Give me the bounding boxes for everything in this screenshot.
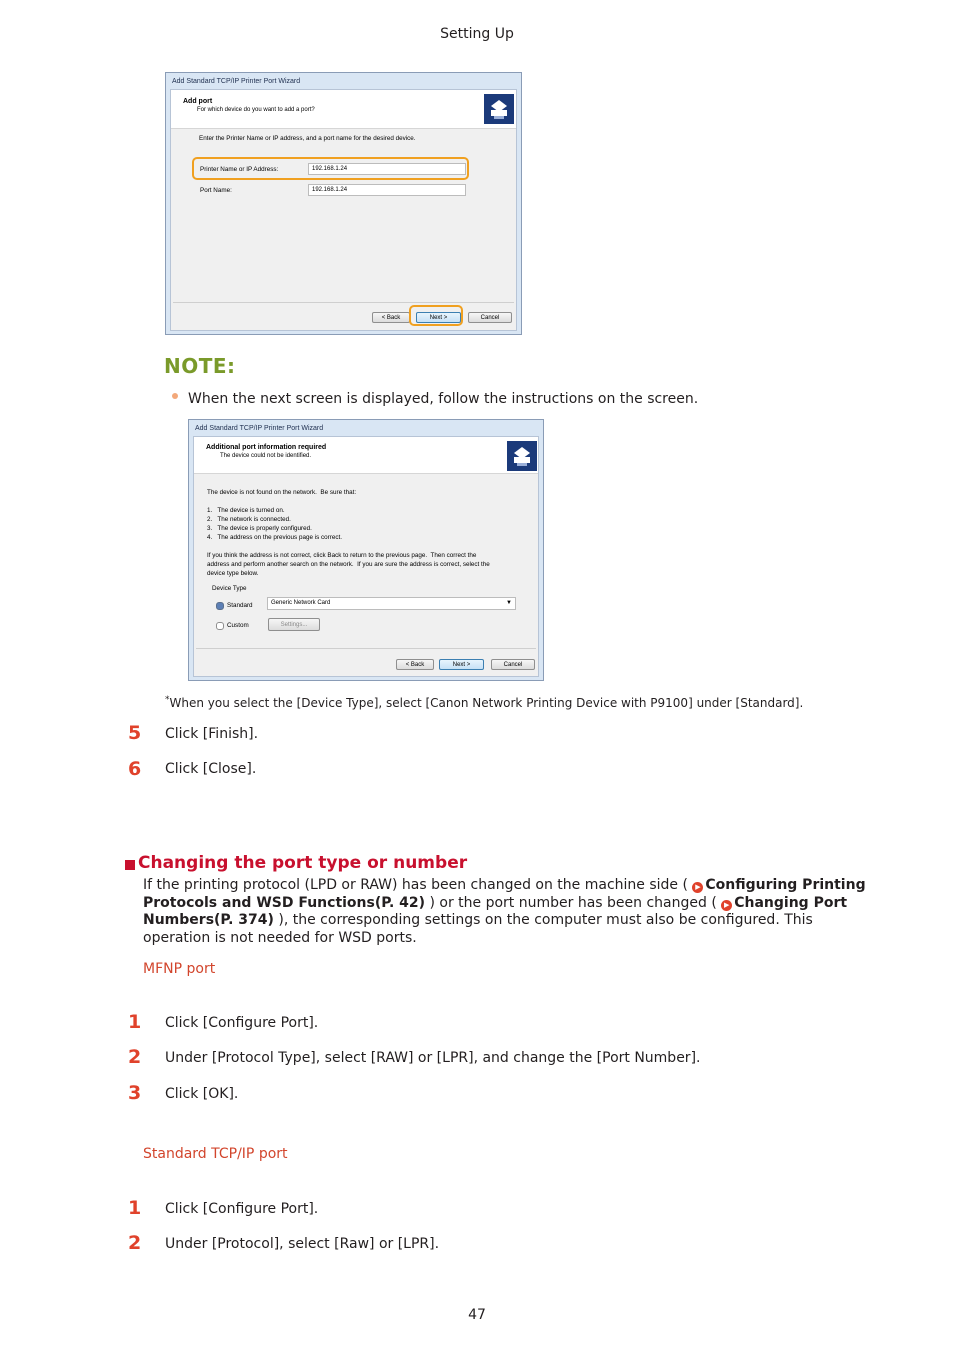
settings-button[interactable]: Settings... <box>268 618 320 631</box>
port-name-label: Port Name: <box>200 187 232 194</box>
step-number: 2 <box>128 1046 142 1068</box>
page-number: 47 <box>468 1307 486 1323</box>
para-text: ) or the port number has been changed ( <box>425 894 722 911</box>
next-button[interactable]: Next > <box>439 659 484 670</box>
custom-radio[interactable] <box>216 622 224 630</box>
link-arrow-icon: ▶ <box>721 900 732 911</box>
printer-name-label: Printer Name or IP Address: <box>200 166 279 173</box>
step-text: Under [Protocol Type], select [RAW] or [LPR], and change the [Port Number]. <box>165 1050 701 1066</box>
step-text: Click [Finish]. <box>165 726 259 742</box>
chevron-down-icon: ▼ <box>506 600 512 606</box>
bullet-dot <box>172 393 178 399</box>
step-number: 5 <box>128 722 142 744</box>
printer-icon <box>507 441 537 471</box>
dialog-subheading: For which device do you want to add a port? <box>197 107 315 113</box>
note-bullet-text: When the next screen is displayed, follow the instructions on the screen. <box>188 391 699 407</box>
standard-label: Standard <box>227 602 253 609</box>
next-button[interactable]: Next > <box>416 312 461 323</box>
note-title: NOTE: <box>164 354 236 378</box>
step-text: Under [Protocol], select [Raw] or [LPR]. <box>165 1236 440 1252</box>
printer-name-input[interactable]: 192.168.1.24 <box>308 163 466 175</box>
dialog-subheading: The device could not be identified. <box>220 453 312 459</box>
divider <box>196 648 536 649</box>
dialog-title: Add Standard TCP/IP Printer Port Wizard <box>195 425 324 432</box>
instruction-text: Enter the Printer Name or IP address, and a port name for the desired device. <box>199 135 416 142</box>
step-text: Click [Close]. <box>165 761 257 777</box>
step-number: 1 <box>128 1011 142 1033</box>
dialog-header-band <box>171 90 516 129</box>
para-text: ), the corresponding settings on the computer must also be configured. This operation is not needed for WSD ports. <box>143 912 813 946</box>
dialog-header-band <box>194 437 538 474</box>
step-text: Click [Configure Port]. <box>165 1201 319 1217</box>
dialog-heading: Add port <box>183 98 213 105</box>
step-number: 3 <box>128 1082 142 1104</box>
para-text: If the printing protocol (LPD or RAW) has been changed on the machine side ( <box>143 877 693 893</box>
body-help: If you think the address is not correct, click Back to return to the previous page. Then correct the address and perform another search on the network. If you are sure the address is correct, select the device type below. <box>207 552 490 577</box>
checklist-item: 4. The address on the previous page is correct. <box>207 534 342 541</box>
checklist-item: 2. The network is connected. <box>207 516 291 523</box>
dialog-heading: Additional port information required <box>206 444 327 451</box>
divider <box>173 302 514 303</box>
step-number: 6 <box>128 758 142 780</box>
highlight-printer-field <box>192 157 469 180</box>
footnote <box>165 695 803 710</box>
printer-icon <box>484 94 514 124</box>
additional-info-dialog <box>188 419 544 681</box>
link-changing-port-numbers[interactable]: Changing Port Numbers(P. 374) <box>143 894 848 929</box>
step-text: Click [OK]. <box>165 1086 239 1102</box>
custom-label: Custom <box>227 622 249 629</box>
port-name-input[interactable]: 192.168.1.24 <box>308 184 466 196</box>
step-number: 1 <box>128 1197 142 1219</box>
subsection-tcpip-title: Standard TCP/IP port <box>143 1146 288 1162</box>
add-port-dialog <box>165 72 522 335</box>
step-text: Click [Configure Port]. <box>165 1015 319 1031</box>
device-type-label: Device Type <box>212 585 247 592</box>
step-number: 2 <box>128 1232 142 1254</box>
checklist-item: 1. The device is turned on. <box>207 507 285 514</box>
dialog-body <box>193 436 539 677</box>
link-arrow-icon: ▶ <box>692 882 703 893</box>
back-button[interactable]: < Back <box>396 659 434 670</box>
footnote-mark: * <box>165 695 170 705</box>
dialog-title: Add Standard TCP/IP Printer Port Wizard <box>172 78 301 85</box>
link-configuring-printing-protocols[interactable]: Configuring Printing Protocols and WSD Functions(P. 42) <box>143 877 866 911</box>
checklist-item: 3. The device is properly configured. <box>207 525 312 532</box>
section-paragraph <box>143 877 873 947</box>
body-intro: The device is not found on the network. Be sure that: <box>207 489 357 496</box>
standard-radio[interactable] <box>216 602 224 610</box>
footnote-text: When you select the [Device Type], select [Canon Network Printing Device with P9100] under [Standard]. <box>169 696 804 710</box>
device-type-value: Generic Network Card <box>271 600 331 606</box>
page-header: Setting Up <box>440 26 514 42</box>
section-marker <box>125 860 135 870</box>
dialog-body <box>170 89 517 331</box>
device-type-select[interactable] <box>267 597 516 610</box>
subsection-mfnp-title: MFNP port <box>143 961 216 977</box>
highlight-next-button <box>409 305 463 326</box>
section-title: Changing the port type or number <box>138 853 468 873</box>
back-button[interactable]: < Back <box>372 312 410 323</box>
cancel-button[interactable]: Cancel <box>468 312 512 323</box>
cancel-button[interactable]: Cancel <box>491 659 535 670</box>
